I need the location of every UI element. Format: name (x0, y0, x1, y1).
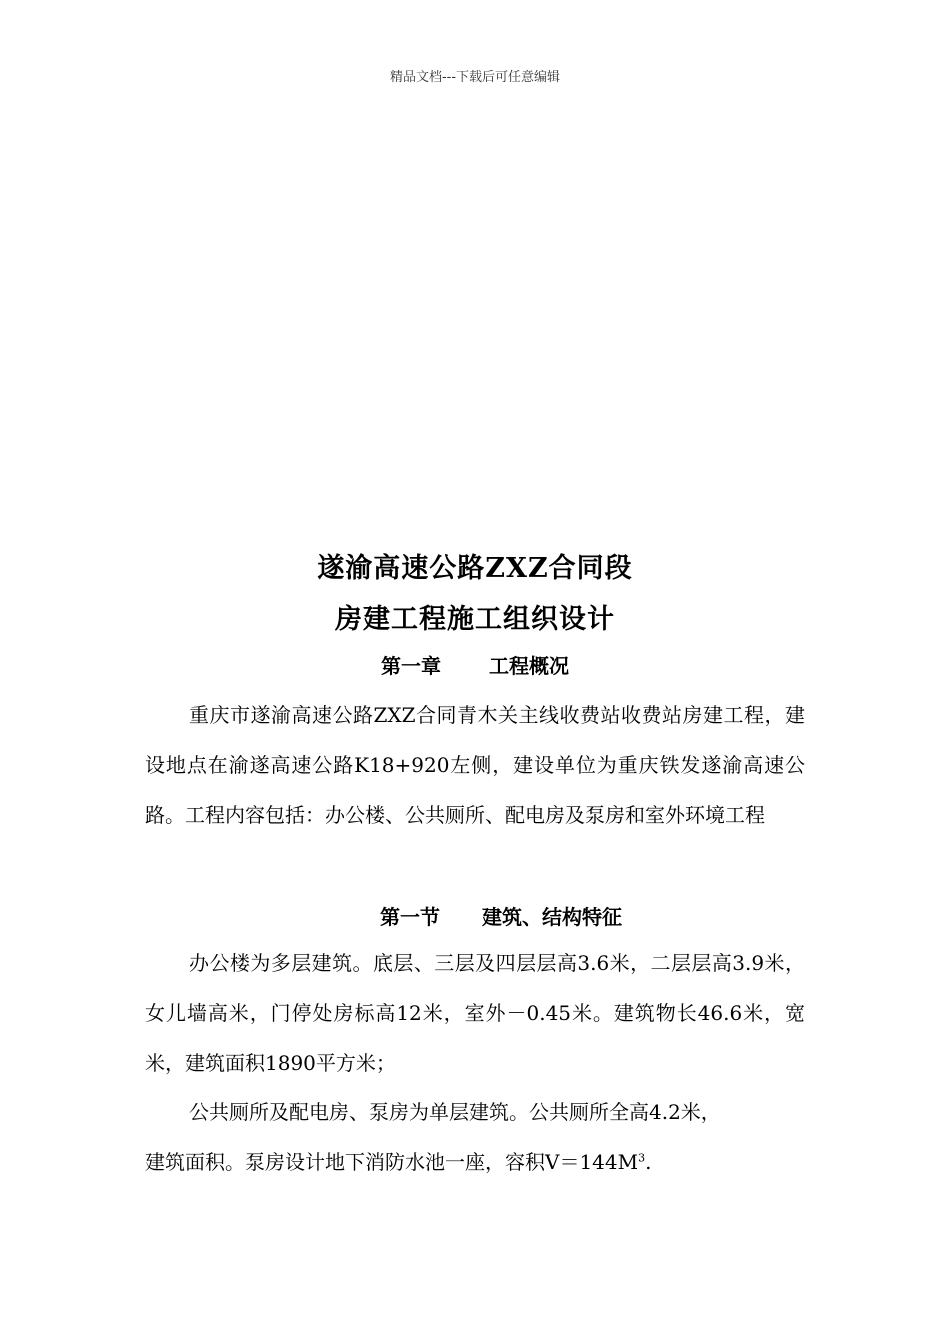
section-name: 建筑、结构特征 (482, 905, 622, 929)
toilet-paragraph: 公共厕所及配电房、泵房为单层建筑。公共厕所全高4.2米， (189, 1100, 721, 1124)
document-title-line2: 房建工程施工组织设计 (335, 604, 615, 635)
section-heading (380, 901, 622, 930)
cubic-superscript: 3 (638, 1151, 646, 1165)
pump-room-end: . (645, 1150, 652, 1174)
intro-paragraph: 重庆市遂渝高速公路ZXZ合同青木关主线收费站收费站房建工程，建设地点在渝遂高速公路K18+920左侧，建设单位为重庆铁发遂渝高速公路。工程内容包括：办公楼、公共厕所、配电房及泵房和室外环境工程 (145, 703, 805, 827)
chapter-heading (0, 650, 950, 679)
page-header-note: 精品文档---下载后可任意编辑 (389, 70, 561, 85)
pump-room-text: 建筑面积。泵房设计地下消防水池一座，容积V＝144M (145, 1150, 639, 1174)
chapter-number: 第一章 (381, 654, 441, 678)
pump-room-paragraph (145, 1137, 805, 1187)
chapter-name: 工程概况 (489, 654, 569, 678)
document-title-line1: 遂渝高速公路ZXZ合同段 (317, 553, 633, 584)
section-number: 第一节 (380, 905, 440, 929)
office-building-paragraph: 办公楼为多层建筑。底层、三层及四层层高3.6米，二层层高3.9米，女儿墙高米，门停处房标高12米，室外－0.45米。建筑物长46.6米，宽米，建筑面积1890平方米； (145, 951, 805, 1075)
